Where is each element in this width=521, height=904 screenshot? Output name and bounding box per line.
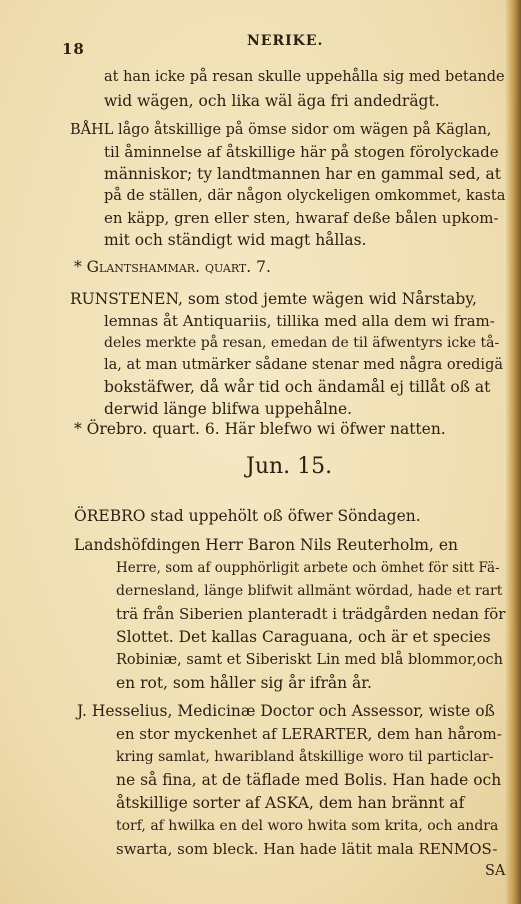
text-line: wid wägen, och lika wäl äga fri andedrägt. (104, 92, 440, 110)
running-title: NERIKE. (247, 33, 324, 49)
text-line: ÖREBRO stad uppehölt oß öfwer Söndagen. (74, 507, 421, 525)
text-line: åtskillige sorter af ASKA, dem han brännt af (116, 794, 465, 812)
text-line: torf, af hwilka en del woro hwita som krita, och andra (116, 818, 499, 834)
text-line: trä från Siberien planteradt i trädgården nedan för (116, 605, 506, 623)
text-line: ne så fina, at de täflade med Bolis. Han hade och (116, 771, 502, 789)
text-line: lemnas åt Antiquariis, tillika med alla dem wi fram- (104, 312, 495, 330)
text-line: bokstäfwer, då wår tid och ändamål ej tillåt oß at (104, 378, 491, 396)
text-line: Robiniæ, samt et Siberiskt Lin med blå blommor,och (116, 652, 503, 668)
text-line: mit och ständigt wid magt hållas. (104, 231, 367, 249)
text-line: människor; ty landtmannen har en gammal sed, at (104, 165, 502, 183)
text-line: kring samlat, hwaribland åtskillige woro til particlar- (116, 749, 494, 765)
text-line: Slottet. Det kallas Caraguana, och är et species (116, 628, 491, 646)
text-line: la, at man utmärker sådane stenar med några oredigä (104, 357, 503, 373)
place-entry: * Glantshammar. quart. 7. (74, 258, 271, 276)
text-line: Herre, som af oupphörligit arbete och ömhet för sitt Fä- (116, 560, 500, 576)
text-line: til åminnelse af åtskillige här på stogen förolyckade (104, 143, 499, 161)
date-heading: Jun. 15. (246, 454, 333, 479)
text-line: en stor myckenhet af LERARTER, dem han hårom- (116, 725, 502, 743)
text-line: på de ställen, där någon olyckeligen omkommet, kasta (104, 188, 506, 204)
text-line: dernesland, länge blifwit allmänt wördad, hade et rart (116, 583, 503, 599)
text-line: en käpp, gren eller sten, hwaraf deße bålen upkom- (104, 209, 499, 227)
text-line: deles merkte på resan, emedan de til äfwentyrs icke tå- (104, 335, 500, 351)
catchword: SA (485, 863, 506, 879)
text-line: en rot, som håller sig år ifrån år. (116, 674, 372, 692)
text-line: J. Hesselius, Medicinæ Doctor och Assessor, wiste oß (77, 702, 495, 720)
text-line: swarta, som bleck. Han hade lätit mala RENMOS- (116, 840, 498, 858)
place-entry: * Örebro. quart. 6. Här blefwo wi öfwer natten. (74, 420, 446, 438)
text-line: BÅHL lågo åtskillige på ömse sidor om wägen på Käglan, (70, 122, 492, 138)
text-line: derwid länge blifwa uppehålne. (104, 400, 353, 418)
text-line: RUNSTENEN, som stod jemte wägen wid Nårstaby, (70, 290, 477, 308)
text-line: at han icke på resan skulle uppehålla sig med betande (104, 69, 505, 85)
text-line: Landshöfdingen Herr Baron Nils Reuterholm, en (74, 536, 459, 554)
page-number: 18 (62, 40, 85, 58)
